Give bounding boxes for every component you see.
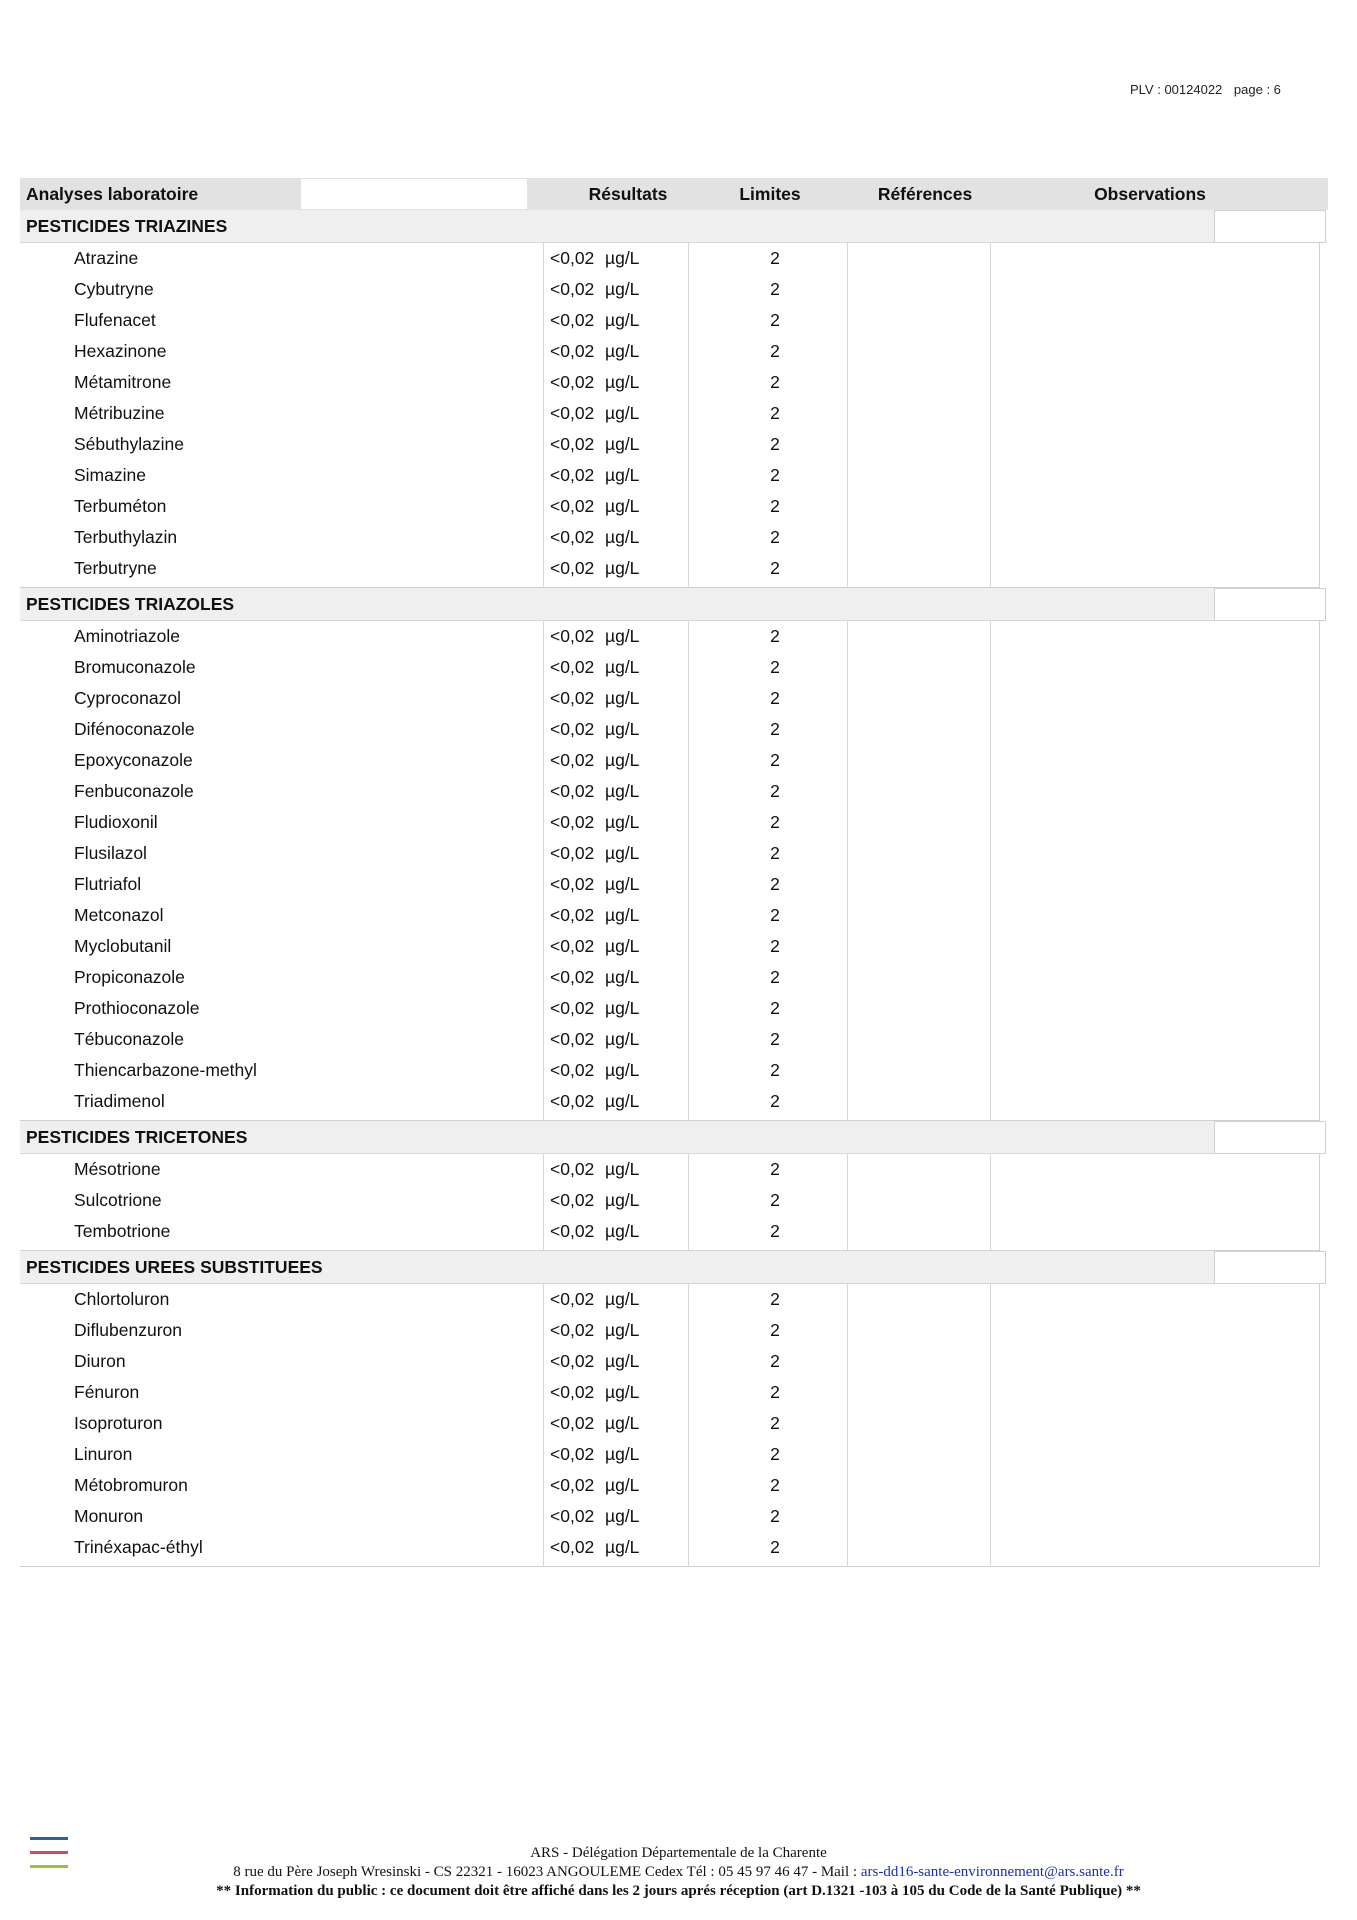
- result-unit: µg/L: [605, 998, 640, 1018]
- result-value: <0,02: [550, 874, 595, 894]
- limit-value: 2: [770, 719, 780, 739]
- footer-address: [0, 1863, 1357, 1882]
- parameter-name: Simazine: [74, 465, 146, 485]
- result-value: <0,02: [550, 688, 595, 708]
- result-value: <0,02: [550, 719, 595, 739]
- result-unit: µg/L: [605, 558, 640, 578]
- parameter-name: Metconazol: [74, 905, 164, 925]
- table-row: [20, 962, 1319, 993]
- parameter-name: Isoproturon: [74, 1413, 163, 1433]
- result-value: <0,02: [550, 750, 595, 770]
- parameter-name: Sulcotrione: [74, 1190, 162, 1210]
- table-row: [20, 1470, 1319, 1501]
- result-unit: µg/L: [605, 1091, 640, 1111]
- limit-value: 2: [770, 998, 780, 1018]
- parameter-name: Monuron: [74, 1506, 144, 1526]
- limit-value: 2: [770, 1506, 780, 1526]
- result-unit: µg/L: [605, 874, 640, 894]
- result-unit: µg/L: [605, 657, 640, 677]
- table-row: [20, 1216, 1319, 1247]
- result-unit: µg/L: [605, 626, 640, 646]
- result-value: <0,02: [550, 310, 595, 330]
- parameter-name: Linuron: [74, 1444, 133, 1464]
- result-value: <0,02: [550, 843, 595, 863]
- group-title: PESTICIDES UREES SUBSTITUEES: [20, 1251, 1214, 1284]
- result-unit: µg/L: [605, 750, 640, 770]
- parameter-name: Flusilazol: [74, 843, 147, 863]
- table-row: [20, 305, 1319, 336]
- table-row: [20, 1439, 1319, 1470]
- parameter-name: Hexazinone: [74, 341, 167, 361]
- table-row: [20, 1185, 1319, 1216]
- group-title: PESTICIDES TRICETONES: [20, 1121, 1214, 1154]
- limit-value: 2: [770, 1091, 780, 1111]
- result-unit: µg/L: [605, 1320, 640, 1340]
- result-value: <0,02: [550, 465, 595, 485]
- parameter-name: Chlortoluron: [74, 1289, 170, 1309]
- result-value: <0,02: [550, 1351, 595, 1371]
- result-unit: µg/L: [605, 1351, 640, 1371]
- limit-value: 2: [770, 1537, 780, 1557]
- result-value: <0,02: [550, 998, 595, 1018]
- parameter-name: Sébuthylazine: [74, 434, 184, 454]
- limit-value: 2: [770, 1475, 780, 1495]
- result-value: <0,02: [550, 527, 595, 547]
- result-value: <0,02: [550, 279, 595, 299]
- limit-value: 2: [770, 279, 780, 299]
- header-limits: Limites: [739, 184, 801, 204]
- parameter-name: Métobromuron: [74, 1475, 188, 1495]
- result-unit: µg/L: [605, 967, 640, 987]
- table-row: [20, 683, 1319, 714]
- result-value: <0,02: [550, 1060, 595, 1080]
- parameter-name: Tébuconazole: [74, 1029, 184, 1049]
- table-row: [20, 1315, 1319, 1346]
- limit-value: 2: [770, 1190, 780, 1210]
- table-row: [20, 398, 1319, 429]
- limit-value: 2: [770, 310, 780, 330]
- table-row: [20, 1501, 1319, 1532]
- table-row: [20, 869, 1319, 900]
- result-unit: µg/L: [605, 1537, 640, 1557]
- result-value: <0,02: [550, 1382, 595, 1402]
- table-row: [20, 993, 1319, 1024]
- table-row: [20, 429, 1319, 460]
- result-unit: µg/L: [605, 496, 640, 516]
- table-row: [20, 931, 1319, 962]
- group-title: PESTICIDES TRIAZINES: [20, 210, 1214, 243]
- group-body: [20, 1284, 1320, 1567]
- limit-value: 2: [770, 1382, 780, 1402]
- result-value: <0,02: [550, 626, 595, 646]
- table-row: [20, 553, 1319, 584]
- group-body: [20, 621, 1320, 1121]
- limit-value: 2: [770, 434, 780, 454]
- parameter-name: Flufenacet: [74, 310, 156, 330]
- result-unit: µg/L: [605, 1060, 640, 1080]
- parameter-name: Myclobutanil: [74, 936, 172, 956]
- result-value: <0,02: [550, 936, 595, 956]
- result-unit: µg/L: [605, 310, 640, 330]
- result-value: <0,02: [550, 657, 595, 677]
- table-row: [20, 491, 1319, 522]
- plv-number: PLV : 00124022: [1130, 82, 1223, 97]
- limit-value: 2: [770, 967, 780, 987]
- limit-value: 2: [770, 527, 780, 547]
- result-unit: µg/L: [605, 434, 640, 454]
- result-value: <0,02: [550, 1506, 595, 1526]
- result-value: <0,02: [550, 1190, 595, 1210]
- result-unit: µg/L: [605, 1289, 640, 1309]
- table-row: [20, 1284, 1319, 1315]
- header-blank-cell: [300, 178, 528, 210]
- result-value: <0,02: [550, 558, 595, 578]
- parameter-name: Prothioconazole: [74, 998, 200, 1018]
- parameter-name: Cybutryne: [74, 279, 154, 299]
- limit-value: 2: [770, 1221, 780, 1241]
- page-number: page : 6: [1233, 82, 1281, 97]
- page-reference: [1130, 82, 1289, 97]
- parameter-name: Métamitrone: [74, 372, 172, 392]
- limit-value: 2: [770, 657, 780, 677]
- logo-stripe-blue: [30, 1837, 68, 1840]
- result-value: <0,02: [550, 372, 595, 392]
- result-unit: µg/L: [605, 403, 640, 423]
- result-value: <0,02: [550, 1159, 595, 1179]
- result-unit: µg/L: [605, 372, 640, 392]
- result-unit: µg/L: [605, 1221, 640, 1241]
- limit-value: 2: [770, 874, 780, 894]
- result-value: <0,02: [550, 1091, 595, 1111]
- parameter-name: Propiconazole: [74, 967, 185, 987]
- result-value: <0,02: [550, 1221, 595, 1241]
- result-value: <0,02: [550, 496, 595, 516]
- result-unit: µg/L: [605, 812, 640, 832]
- result-unit: µg/L: [605, 527, 640, 547]
- group-title-blank-cell: [1214, 210, 1326, 243]
- limit-value: 2: [770, 843, 780, 863]
- result-value: <0,02: [550, 341, 595, 361]
- table-row: [20, 714, 1319, 745]
- limit-value: 2: [770, 626, 780, 646]
- result-value: <0,02: [550, 967, 595, 987]
- limit-value: 2: [770, 248, 780, 268]
- result-value: <0,02: [550, 434, 595, 454]
- limit-value: 2: [770, 1351, 780, 1371]
- result-unit: µg/L: [605, 1382, 640, 1402]
- table-row: [20, 522, 1319, 553]
- limit-value: 2: [770, 1289, 780, 1309]
- result-unit: µg/L: [605, 936, 640, 956]
- parameter-name: Diuron: [74, 1351, 126, 1371]
- group-body: [20, 1154, 1320, 1251]
- limit-value: 2: [770, 465, 780, 485]
- table-row: [20, 1024, 1319, 1055]
- parameter-name: Flutriafol: [74, 874, 142, 894]
- parameter-name: Cyproconazol: [74, 688, 181, 708]
- parameter-name: Epoxyconazole: [74, 750, 193, 770]
- footer-address-text: 8 rue du Père Joseph Wresinski - CS 22321 - 16023 ANGOULEME Cedex Tél : 05 45 97 46 47 - Mail :: [233, 1864, 861, 1880]
- header-analyses: Analyses laboratoire: [20, 178, 300, 210]
- parameter-name: Fludioxonil: [74, 812, 158, 832]
- table-row: [20, 1055, 1319, 1086]
- parameter-name: Fenbuconazole: [74, 781, 194, 801]
- result-unit: µg/L: [605, 1506, 640, 1526]
- table-row: [20, 1408, 1319, 1439]
- table-row: [20, 367, 1319, 398]
- result-value: <0,02: [550, 812, 595, 832]
- table-row: [20, 1377, 1319, 1408]
- group-title: PESTICIDES TRIAZOLES: [20, 588, 1214, 621]
- result-value: <0,02: [550, 1537, 595, 1557]
- result-unit: µg/L: [605, 1029, 640, 1049]
- limit-value: 2: [770, 750, 780, 770]
- table-row: [20, 621, 1319, 652]
- parameter-name: Aminotriazole: [74, 626, 181, 646]
- result-value: <0,02: [550, 781, 595, 801]
- table-row: [20, 745, 1319, 776]
- limit-value: 2: [770, 403, 780, 423]
- table-row: [20, 652, 1319, 683]
- limit-value: 2: [770, 372, 780, 392]
- result-unit: µg/L: [605, 465, 640, 485]
- parameter-name: Trinéxapac-éthyl: [74, 1537, 203, 1557]
- result-unit: µg/L: [605, 1413, 640, 1433]
- limit-value: 2: [770, 1444, 780, 1464]
- limit-value: 2: [770, 1320, 780, 1340]
- result-value: <0,02: [550, 905, 595, 925]
- group-body: [20, 243, 1320, 588]
- limit-value: 2: [770, 496, 780, 516]
- table-row: [20, 274, 1319, 305]
- limit-value: 2: [770, 812, 780, 832]
- parameter-name: Mésotrione: [74, 1159, 161, 1179]
- result-value: <0,02: [550, 403, 595, 423]
- group-title-blank-cell: [1214, 1251, 1326, 1284]
- parameter-name: Diflubenzuron: [74, 1320, 182, 1340]
- result-value: <0,02: [550, 1289, 595, 1309]
- limit-value: 2: [770, 936, 780, 956]
- result-unit: µg/L: [605, 1475, 640, 1495]
- result-unit: µg/L: [605, 279, 640, 299]
- limit-value: 2: [770, 1413, 780, 1433]
- header-references: Références: [877, 184, 973, 204]
- table-row: [20, 807, 1319, 838]
- table-row: [20, 460, 1319, 491]
- header-observations: Observations: [1094, 184, 1206, 204]
- parameter-name: Terbuthylazin: [74, 527, 178, 547]
- table-row: [20, 1346, 1319, 1377]
- header-results: Résultats: [588, 184, 668, 204]
- parameter-name: Bromuconazole: [74, 657, 196, 677]
- parameter-name: Atrazine: [74, 248, 139, 268]
- table-row: [20, 1532, 1319, 1563]
- result-unit: µg/L: [605, 341, 640, 361]
- limit-value: 2: [770, 1060, 780, 1080]
- limit-value: 2: [770, 781, 780, 801]
- limit-value: 2: [770, 1159, 780, 1179]
- result-unit: µg/L: [605, 248, 640, 268]
- result-unit: µg/L: [605, 843, 640, 863]
- parameter-name: Métribuzine: [74, 403, 165, 423]
- parameter-name: Terbuméton: [74, 496, 167, 516]
- limit-value: 2: [770, 341, 780, 361]
- parameter-name: Terbutryne: [74, 558, 157, 578]
- result-unit: µg/L: [605, 905, 640, 925]
- table-row: [20, 336, 1319, 367]
- group-title-blank-cell: [1214, 1121, 1326, 1154]
- table-row: [20, 900, 1319, 931]
- limit-value: 2: [770, 905, 780, 925]
- result-value: <0,02: [550, 1029, 595, 1049]
- table-row: [20, 1154, 1319, 1185]
- result-value: <0,02: [550, 1444, 595, 1464]
- result-value: <0,02: [550, 1320, 595, 1340]
- page-footer: [0, 1844, 1357, 1901]
- result-unit: µg/L: [605, 781, 640, 801]
- parameter-name: Difénoconazole: [74, 719, 195, 739]
- result-value: <0,02: [550, 1475, 595, 1495]
- table-row: [20, 1086, 1319, 1117]
- parameter-name: Fénuron: [74, 1382, 140, 1402]
- result-unit: µg/L: [605, 1159, 640, 1179]
- result-unit: µg/L: [605, 688, 640, 708]
- parameter-name: Triadimenol: [74, 1091, 165, 1111]
- result-value: <0,02: [550, 1413, 595, 1433]
- result-unit: µg/L: [605, 1444, 640, 1464]
- footer-organization: ARS - Délégation Départementale de la Charente: [530, 1845, 827, 1861]
- limit-value: 2: [770, 558, 780, 578]
- parameter-name: Thiencarbazone-methyl: [74, 1060, 257, 1080]
- limit-value: 2: [770, 688, 780, 708]
- table-row: [20, 243, 1319, 274]
- table-row: [20, 838, 1319, 869]
- group-title-blank-cell: [1214, 588, 1326, 621]
- footer-public-notice: ** Information du public : ce document doit être affiché dans les 2 jours aprés réception (art D.1321 -103 à 105 du Code de la Santé Publique) **: [216, 1883, 1141, 1899]
- footer-mail-link[interactable]: ars-dd16-sante-environnement@ars.sante.fr: [860, 1864, 1124, 1880]
- result-unit: µg/L: [605, 1190, 640, 1210]
- result-value: <0,02: [550, 248, 595, 268]
- parameter-name: Tembotrione: [74, 1221, 171, 1241]
- result-unit: µg/L: [605, 719, 640, 739]
- table-header: [20, 178, 1328, 210]
- table-row: [20, 776, 1319, 807]
- limit-value: 2: [770, 1029, 780, 1049]
